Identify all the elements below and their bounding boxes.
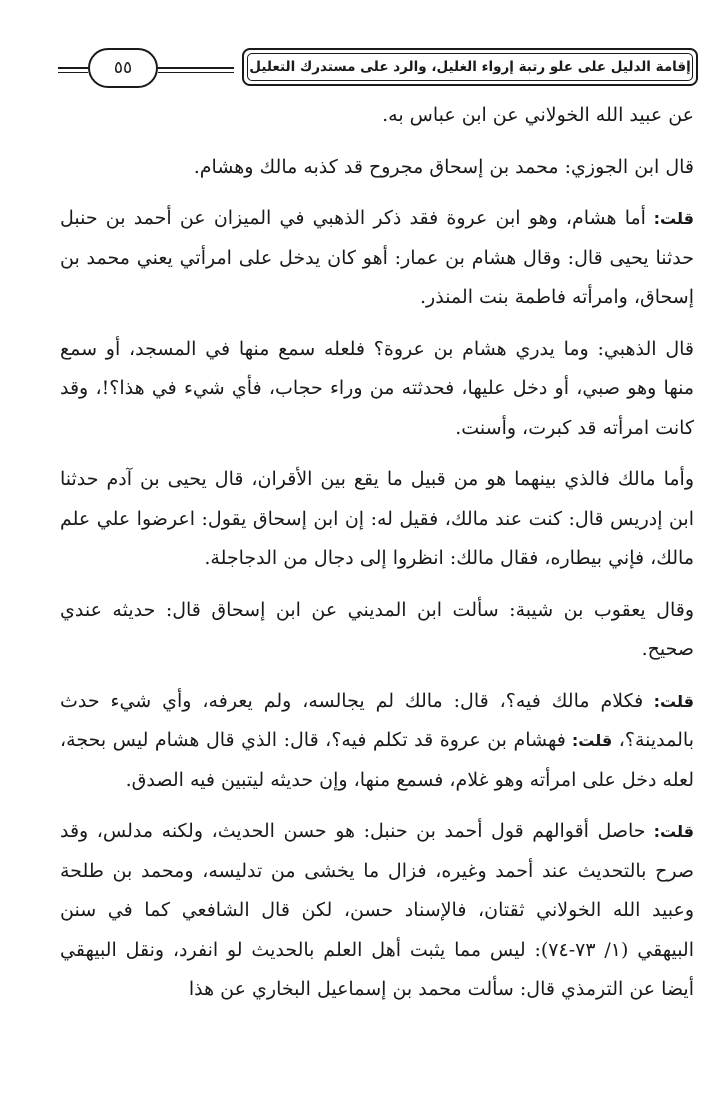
- paragraph-text: أما هشام، وهو ابن عروة فقد ذكر الذهبي في الميزان عن أحمد بن حنبل حدثنا يحيى قال: وقال هشام بن عمار: أهو كان يدخل على امرأتي يعني محمد بن إسحاق، وامرأته فاطمة بنت المنذر.: [60, 207, 694, 308]
- paragraph-text: وقال يعقوب بن شيبة: سألت ابن المديني عن ابن إسحاق قال: حديثه عندي صحيح.: [60, 598, 694, 660]
- paragraph-text: قال ابن الجوزي: محمد بن إسحاق مجروح قد كذبه مالك وهشام.: [193, 155, 694, 178]
- page-header: [58, 48, 698, 92]
- paragraph: [60, 330, 694, 449]
- paragraph: [60, 812, 694, 1010]
- paragraph: [60, 460, 694, 579]
- qultu-keyword: قلت:: [645, 209, 694, 228]
- paragraph-text: وأما مالك فالذي بينهما هو من قبيل ما يقع بين الأقران، قال يحيى بن آدم حدثنا ابن إدريس قال: كنت عند مالك، فقيل له: إن ابن إسحاق يقول: اعرضوا علي علم مالك، فإني بيطاره، فقال مالك: انظروا إلى دجال من الدجاجلة.: [60, 468, 694, 569]
- paragraph-text: حاصل أقوالهم قول أحمد بن حنبل: هو حسن الحديث، ولكنه مدلس، وقد صرح بالتحديث عند أحمد وغيره، فزال ما يخشى من تدليسه، ومحمد بن طلحة وعبيد الله الخولاني ثقتان، فالإسناد حسن، لكن قال الشافعي كما في سنن البيهقي (١/ ٧٣-٧٤): ليس مما يثبت أهل العلم بالحديث لو انفرد، ونقل البيهقي أيضا عن الترمذي قال: سألت محمد بن إسماعيل البخاري عن هذا: [60, 820, 694, 1000]
- header-rule-left: [58, 67, 88, 73]
- body-text: [60, 96, 694, 1010]
- paragraph-text: عن عبيد الله الخولاني عن ابن عباس به.: [382, 104, 694, 126]
- running-title-frame: [242, 48, 698, 86]
- paragraph: [60, 148, 694, 188]
- paragraph: [60, 96, 694, 136]
- paragraph: [60, 682, 694, 801]
- qultu-keyword: قلت:: [565, 731, 613, 750]
- paragraph-text: قال الذهبي: وما يدري هشام بن عروة؟ فلعله سمع منها في المسجد، أو سمع منها وهو صبي، أو دخل عليها، فحدثته من وراء حجاب، فأي شيء في هذا؟!، وقد كانت امرأته قد كبرت، وأسنت.: [60, 337, 694, 439]
- paragraph-text: فكلام مالك فيه؟، قال: مالك لم يجالسه، ولم يعرفه، وأي شيء حدث بالمدينة؟،: [60, 689, 695, 751]
- paragraph: [60, 199, 694, 318]
- paragraph: [60, 591, 694, 670]
- running-title: إقامة الدليل على علو رتبة إرواء الغليل، والرد على مستدرك التعليل: [247, 53, 693, 81]
- header-rule-middle: [158, 67, 234, 73]
- qultu-keyword: قلت:: [645, 822, 694, 841]
- paragraph-text: فهشام بن عروة قد تكلم فيه؟، قال: الذي قال هشام ليس بحجة، لعله دخل على امرأته وهو غلام، فسمع منها، وإن حديثه ليتبين فيه الصدق.: [60, 729, 694, 791]
- qultu-keyword: قلت:: [643, 691, 694, 711]
- page-number: ٥٥: [88, 48, 158, 88]
